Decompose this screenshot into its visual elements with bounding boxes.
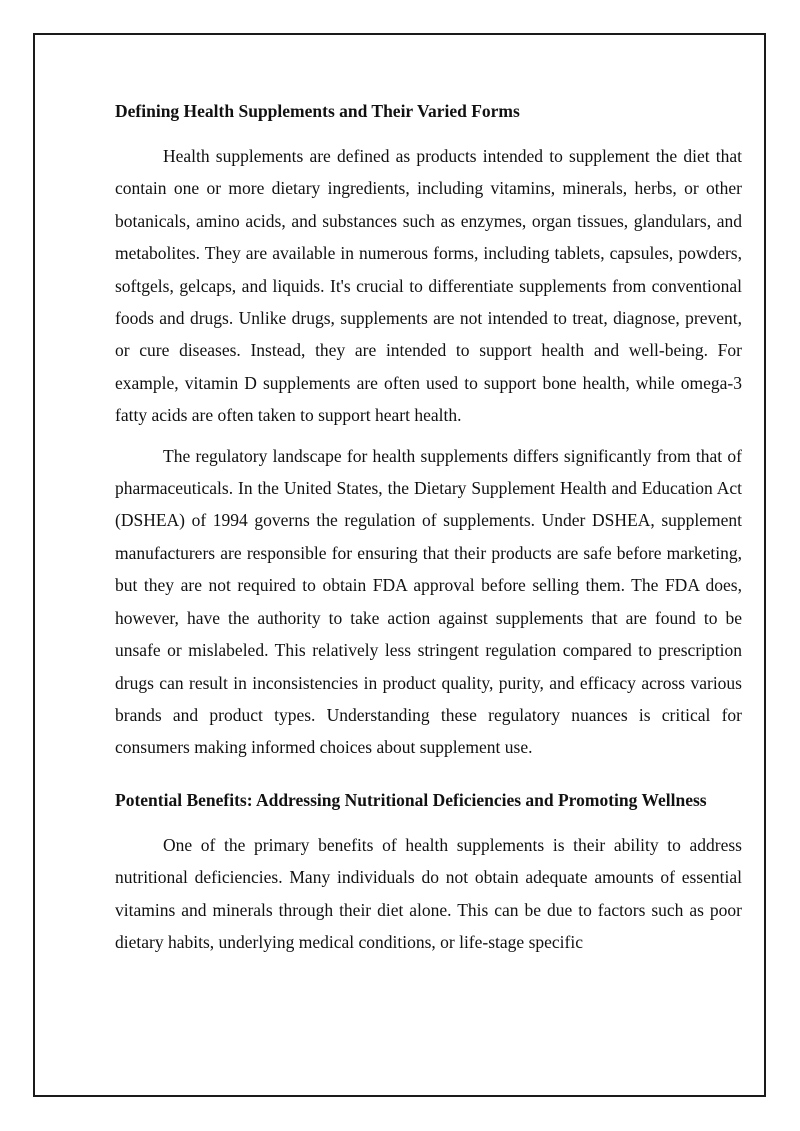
document-body — [115, 97, 742, 958]
body-paragraph: One of the primary benefits of health supplements is their ability to address nutritional deficiencies. Many individuals do not obtain adequate amounts of essential vitamins and minerals through their diet alone. This can be due to factors such as poor dietary habits, underlying medical conditions, or life-stage specific — [115, 834, 742, 952]
body-paragraph: The regulatory landscape for health supplements differs significantly from that of pharmaceuticals. In the United States, the Dietary Supplement Health and Education Act (DSHEA) of 1994 governs the regulation of supplements. Under DSHEA, supplement manufacturers are responsible for ensuring that their products are safe before marketing, but they are not required to obtain FDA approval before selling them. The FDA does, however, have the authority to take action against supplements that are found to be unsafe or mislabeled. This relatively less stringent regulation compared to prescription drugs can result in inconsistencies in product quality, purity, and efficacy across various brands and product types. Understanding these regulatory nuances is critical for consumers making informed choices about supplement use. — [115, 445, 742, 758]
body-paragraph: Health supplements are defined as products intended to supplement the diet that contain one or more dietary ingredients, including vitamins, minerals, herbs, or other botanicals, amino acids, and substances such as enzymes, organ tissues, glandulars, and metabolites. They are available in numerous forms, including tablets, capsules, powders, softgels, gelcaps, and liquids. It's crucial to differentiate supplements from conventional foods and drugs. Unlike drugs, supplements are not intended to treat, diagnose, prevent, or cure diseases. Instead, they are intended to support health and well-being. For example, vitamin D supplements are often used to support bone health, while omega-3 fatty acids are often taken to support heart health. — [115, 146, 742, 426]
section-heading: Potential Benefits: Addressing Nutritional Deficiencies and Promoting Wellness — [115, 789, 707, 810]
section-heading: Defining Health Supplements and Their Varied Forms — [115, 101, 520, 121]
